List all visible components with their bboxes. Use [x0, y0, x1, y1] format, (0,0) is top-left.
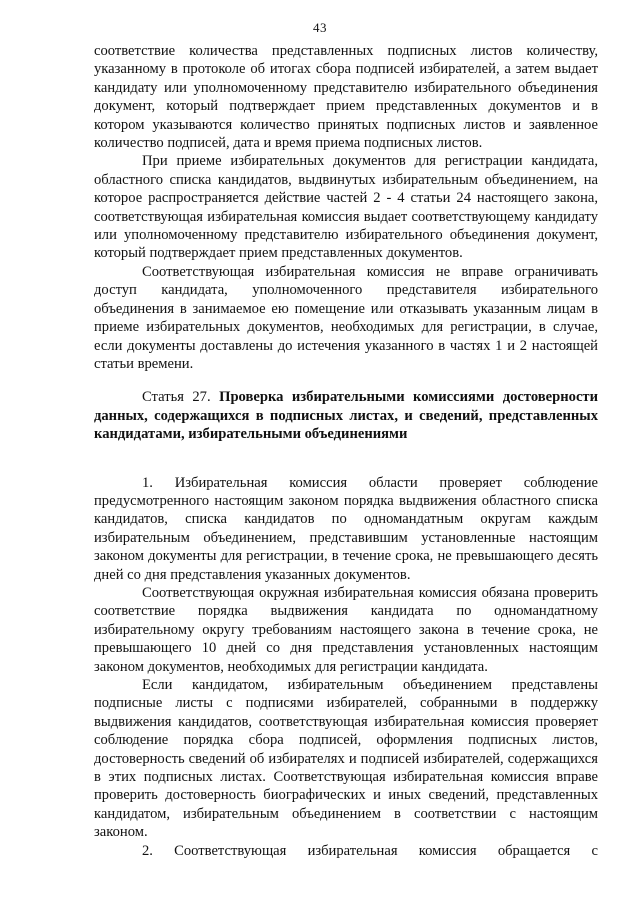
paragraph: При приеме избирательных документов для регистрации кандидата, областного списка кандидатов, выдвинутых избирательным объединением, на которое распространяется действие частей 2 - 4 статьи 24 настоящего закона, соответствующая избирательная комиссия выдает соответствующему кандидату или уполномоченному представителю избирательного объединения документ, который подтверждает прием представленных документов. — [94, 153, 598, 262]
word: с — [591, 842, 598, 859]
paragraph-continuation: соответствие количества представленных подписных листов количеству, указанному в протоколе об итогах сбора подписей избирателей, а затем выдает кандидату или уполномоченному представителю избирательного объединения документ, который подтверждает прием представленных документов и в котором указываются количество принятых подписных листов и заявленное количество подписей, дата и время приема подписных листов. — [94, 43, 598, 152]
word: комиссия — [418, 842, 477, 859]
word: обращается — [497, 842, 571, 859]
paragraph: Соответствующая окружная избирательная комиссия обязана проверить соответствие порядка выдвижения кандидата по одномандатному избирательному округу требованиям настоящего закона в течение срока, не превышающего 10 дней со дня представления установленных настоящим законом документов, необходимых для регистрации кандидата. — [94, 584, 598, 675]
article-heading — [94, 388, 598, 443]
page-number: 43 — [313, 20, 327, 35]
paragraph-last-line — [94, 842, 598, 860]
article-label: Статья 27. — [142, 389, 211, 406]
document-body — [94, 42, 598, 860]
paragraph: Если кандидатом, избирательным объединением представлены подписные листы с подписями избирателей, собранными в поддержку выдвижения кандидатов, соответствующая избирательная комиссия проверяет соблюдение порядка сбора подписей, оформления подписных листов, достоверность сведений об избирателях и подписей избирателей, содержащихся в этих подписных листах. Соответствующая избирательная комиссия вправе проверить достоверность биографических и иных сведений, представленных кандидатом, избирательным объединением в соответствии с настоящим законом. — [94, 677, 598, 841]
paragraph: 1. Избирательная комиссия области проверяет соблюдение предусмотренного настоящим законом порядка выдвижения областного списка кандидатов, списка кандидатов по одномандатным округам каждым избирательным объединением, представившим установленные настоящим законом документы для регистрации, в течение срока, не превышающего десять дней со дня представления указанных документов. — [94, 474, 598, 583]
word: избирательная — [307, 842, 398, 859]
article-title: Проверка избирательными комиссиями достоверности данных, содержащихся в подписных листах, и сведений, представленных кандидатами, избирательными объединениями — [94, 389, 598, 443]
paragraph: Соответствующая избирательная комиссия не вправе ограничивать доступ кандидата, уполномоченного представителя избирательного объединения в занимаемое ею помещение или отказывать указанным лицам в приеме избирательных документов, необходимых для регистрации, в случае, если документы доставлены до истечения указанного в частях 1 и 2 настоящей статьи времени. — [94, 263, 598, 372]
word: Соответствующая — [174, 842, 287, 859]
word: 2. — [142, 842, 153, 859]
